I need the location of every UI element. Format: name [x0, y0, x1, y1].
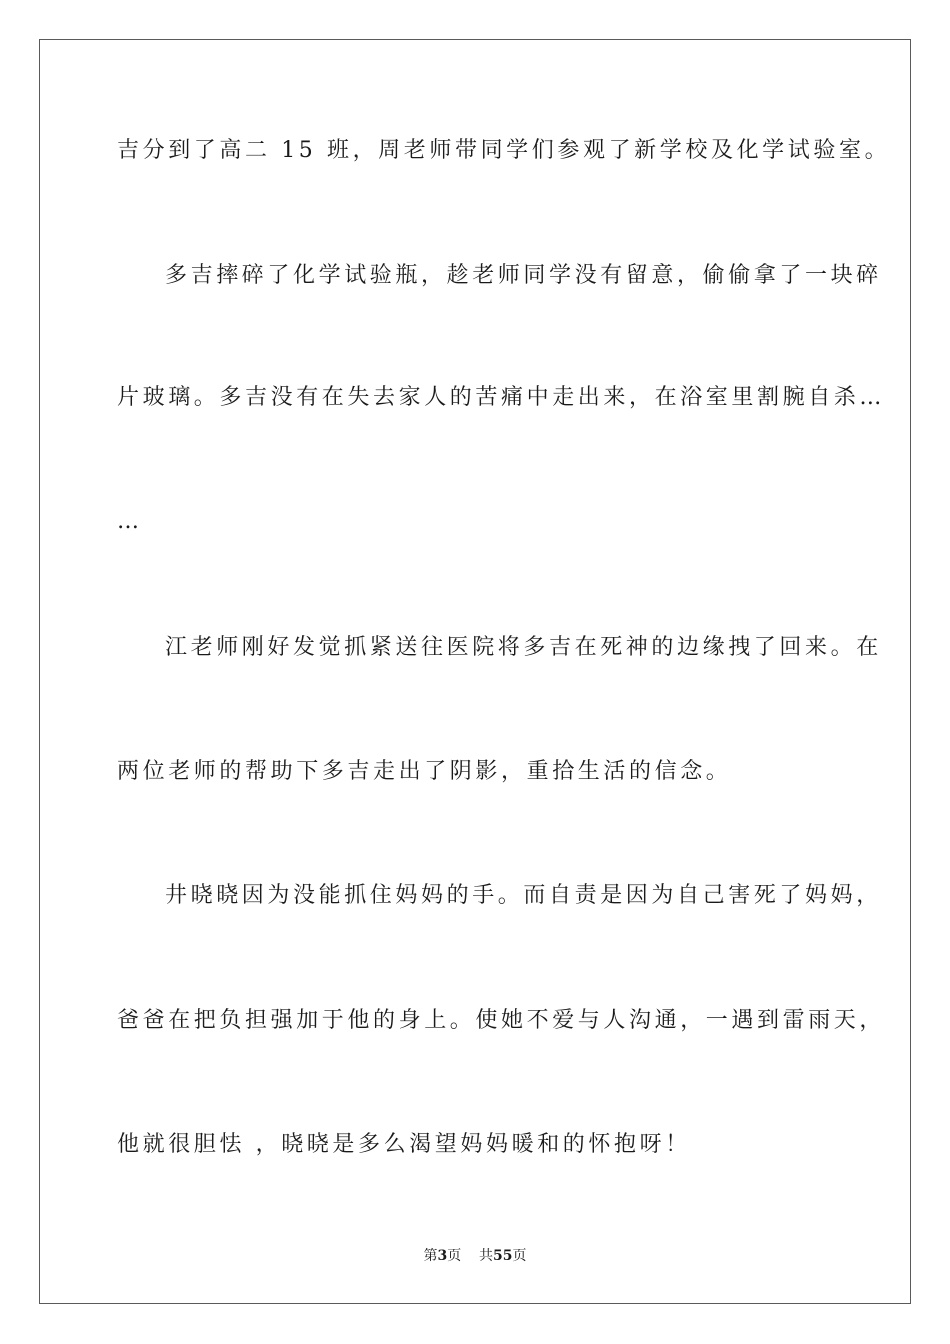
paragraph-start-line-5: 江老师刚好发觉抓紧送往医院将多吉在死神的边缘拽了回来。在 [165, 635, 882, 660]
paragraph-start-line-2: 多吉摔碎了化学试验瓶，趁老师同学没有留意，偷偷拿了一块碎 [165, 263, 882, 288]
footer-page-suffix: 页 [447, 1248, 462, 1264]
text-line-9: 他就很胆怯 ，晓晓是多么渴望妈妈暖和的怀抱呀！ [117, 1132, 691, 1157]
text-line-8: 爸爸在把负担强加于他的身上。使她不爱与人沟通，一遇到雷雨天， [117, 1008, 886, 1033]
footer-total-prefix: 共 [479, 1248, 494, 1264]
footer-page-prefix: 第 [423, 1248, 438, 1264]
paragraph-start-line-7: 井晓晓因为没能抓住妈妈的手。而自责是因为自己害死了妈妈， [165, 883, 882, 908]
page-footer [0, 1247, 950, 1265]
text-line-6: 两位老师的帮助下多吉走出了阴影，重拾生活的信念。 [117, 759, 732, 784]
footer-total-pages: 55 [493, 1248, 513, 1264]
page-border [39, 39, 911, 1304]
text-line-4: … [117, 509, 143, 534]
footer-total-suffix: 页 [512, 1248, 527, 1264]
footer-page-number: 3 [437, 1248, 448, 1264]
text-line-3: 片玻璃。多吉没有在失去家人的苦痛中走出来，在浴室里割腕自杀… [117, 385, 886, 410]
text-line-1: 吉分到了高二 15 班，周老师带同学们参观了新学校及化学试验室。 [117, 138, 891, 163]
